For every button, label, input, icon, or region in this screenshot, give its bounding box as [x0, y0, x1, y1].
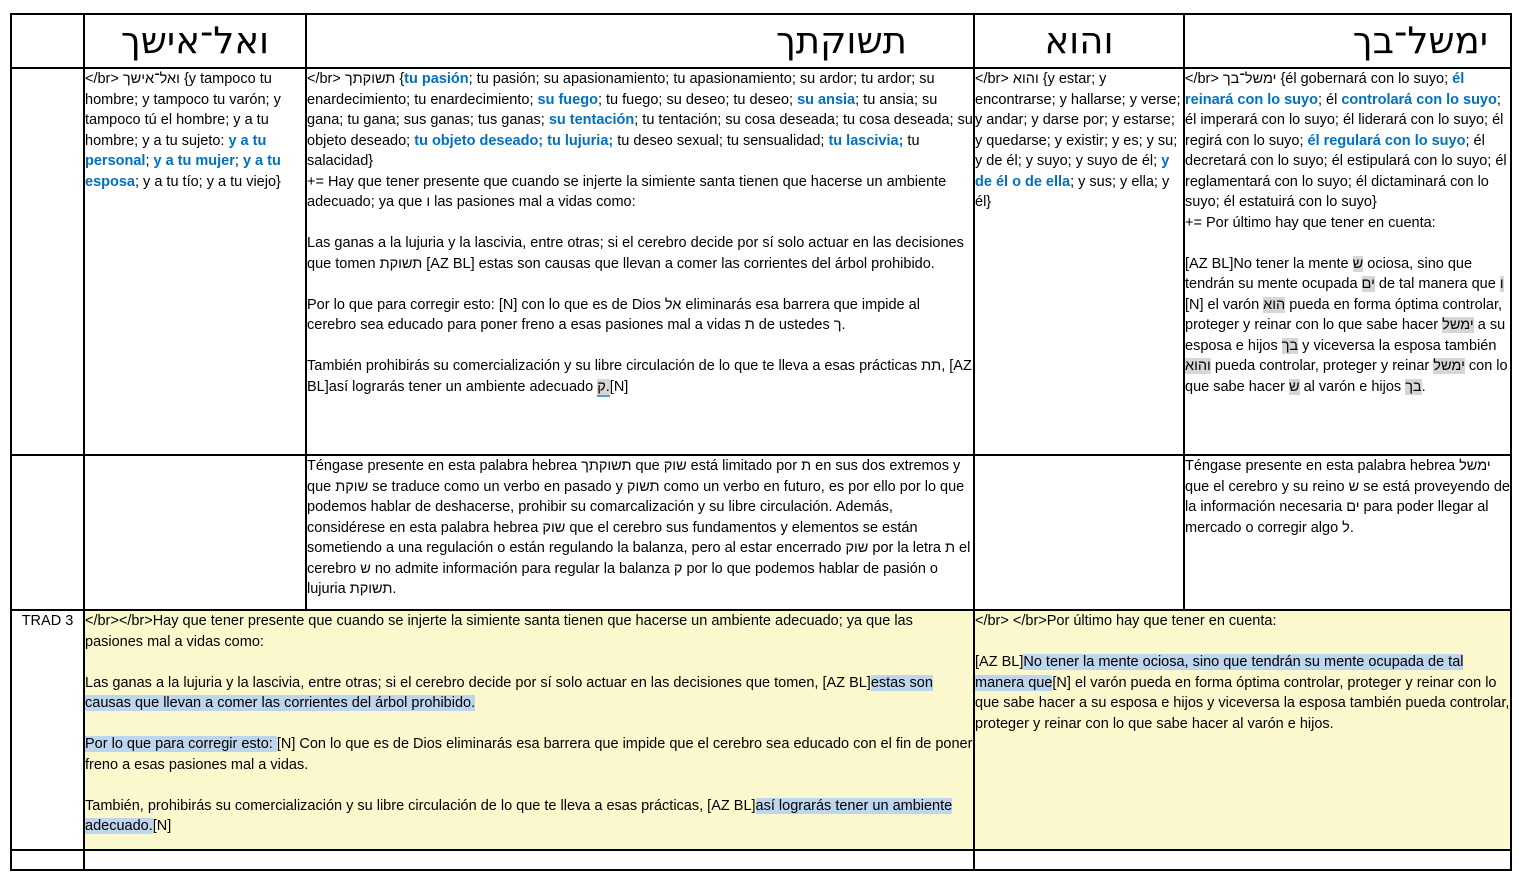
header-yimshol-bach: ימשל־בך — [1184, 14, 1511, 68]
header-veel-ishech: ואל־אישך — [84, 14, 306, 68]
entries-row — [11, 68, 1511, 455]
cell-teshukatecha-entry: </br> תשוקתך {tu pasión; tu pasión; su apasionamiento; tu apasionamiento; su ardor; tu ardor; su enardecimiento; tu enardecimiento; su fuego; tu fuego; su deseo; tu deseo; su ansia; tu ansia; su gana; tu gana; sus ganas; tus ganas; su tentación; tu tentación; su cosa deseada; tu cosa deseada; su objeto deseado; tu objeto deseado; tu lujuria; tu deseo sexual; tu sensualidad; tu lascivia; tu salacidad} += Hay que tener presente que cuando se injerte la simiente santa tienen que hacerse un ambiente adecuado; ya que ו las pasiones mal a vidas como: Las ganas a la lujuria y la lascivia, entre otras; si el cerebro decide por sí solo actuar en las decisiones que tomen תשוקת [AZ BL] estas son causas que llevan a comer las corrientes del árbol prohibido. Por lo que para corregir esto: [N] con lo que es de Dios אל eliminarás esa barrera que impide al cerebro sea educado para poner freno a esas pasiones mal a vidas ת de ustedes ך. También prohibirás su comercialización y su libre circulación de lo que te lleva a esas prácticas תת, [AZ BL]así lograrás tener un ambiente adecuado ק.[N] — [306, 68, 974, 455]
header-cell-empty — [11, 14, 84, 68]
header-row — [11, 14, 1511, 68]
trad3-row — [11, 610, 1511, 850]
header-vehu: והוא — [974, 14, 1184, 68]
cell-empty-veel-note — [84, 455, 306, 610]
cell-teshukatecha-note: Téngase presente en esta palabra hebrea תשוקתך que שוק está limitado por ת en sus dos extremos y que שוקת se traduce como un verbo en pasado y תשוק como un verbo en futuro, es por ello por lo que podemos hablar de deshacerse, prohibir su comarcalización y su libre circulación. Además, considérese en esta palabra hebrea שוק que el cerebro sus fundamentos y elementos se están sometiendo a una regulación o están regulando la balanza, pero al estar encerrado שוק por la letra ת el cerebro ש no admite información para regular la balanza ק por lo que podemos hablar de pasión o lujuria תשוקת. — [306, 455, 974, 610]
cell-trad3-left: </br></br>Hay que tener presente que cuando se injerte la simiente santa tienen que hacerse un ambiente adecuado; ya que las pasiones mal a vidas como: Las ganas a la lujuria y la lascivia, entre otras; si el cerebro decide por sí solo actuar en las decisiones que tomen, [AZ BL]estas son causas que llevan a comer las corrientes del árbol prohibido. Por lo que para corregir esto: [N] Con lo que es de Dios eliminarás esa barrera que impide que el cerebro sea educado con el fin de poner freno a esas pasiones mal a vidas. También, prohibirás su comercialización y su libre circulación de lo que te lleva a esas prácticas, [AZ BL]así lograrás tener un ambiente adecuado.[N] — [84, 610, 974, 850]
cell-yimshol-note: Téngase presente en esta palabra hebrea ימשל que el cerebro y su reino ש se está proveyendo de la información necesaria ים para poder llegar al mercado o corregir algo ל. — [1184, 455, 1511, 610]
cell-vehu-entry: </br> והוא {y estar; y encontrarse; y hallarse; y verse; y andar; y darse por; y estarse; y quedarse; y existir; y es; y su; y de él; y suyo; y suyo de él; y de él o de ella; y sus; y ella; y él} — [974, 68, 1184, 455]
empty-bottom-row — [11, 850, 1511, 870]
notes-row — [11, 455, 1511, 610]
cell-empty-left-2 — [11, 455, 84, 610]
cell-empty-vehu-note — [974, 455, 1184, 610]
hebrew-lexicon-table — [10, 13, 1512, 871]
cell-trad3-right: </br> </br>Por último hay que tener en cuenta: [AZ BL]No tener la mente ociosa, sino que tendrán su mente ocupada de tal manera que[N] el varón pueda en forma óptima controlar, proteger y reinar con lo que sabe hacer a su esposa e hijos y viceversa la esposa también pueda controlar, proteger y reinar con lo que sabe hacer al varón e hijos. — [974, 610, 1511, 850]
header-teshukatecha: תשוקתך — [306, 14, 974, 68]
cell-yimshol-entry: </br> ימשל־בך {él gobernará con lo suyo; él reinará con lo suyo; él controlará con lo suyo; él imperará con lo suyo; él liderará con lo suyo; él regirá con lo suyo; él regulará con lo suyo; él decretará con lo suyo; él estipulará con lo suyo; él reglamentará con lo suyo; él dictaminará con lo suyo; él estatuirá con lo suyo} += Por último hay que tener en cuenta: [AZ BL]No tener la mente ש ociosa, sino que tendrán su mente ocupada ים de tal manera que ו [N] el varón הוא pueda en forma óptima controlar, proteger y reinar con lo que sabe hacer ימשל a su esposa e hijos בך y viceversa la esposa también והוא pueda controlar, proteger y reinar ימשל con lo que sabe hacer ש al varón e hijos בך. — [1184, 68, 1511, 455]
cell-empty-left — [11, 68, 84, 455]
cell-empty-bottom-label — [11, 850, 84, 870]
trad3-label: TRAD 3 — [11, 610, 84, 850]
cell-empty-bottom-left — [84, 850, 974, 870]
cell-veel-ishech-entry: </br> ואל־אישך {y tampoco tu hombre; y tampoco tu varón; y tampoco tú el hombre; y a tu hombre; y a tu sujeto: y a tu personal; y a tu mujer; y a tu esposa; y a tu tío; y a tu viejo} — [84, 68, 306, 455]
cell-empty-bottom-right — [974, 850, 1511, 870]
